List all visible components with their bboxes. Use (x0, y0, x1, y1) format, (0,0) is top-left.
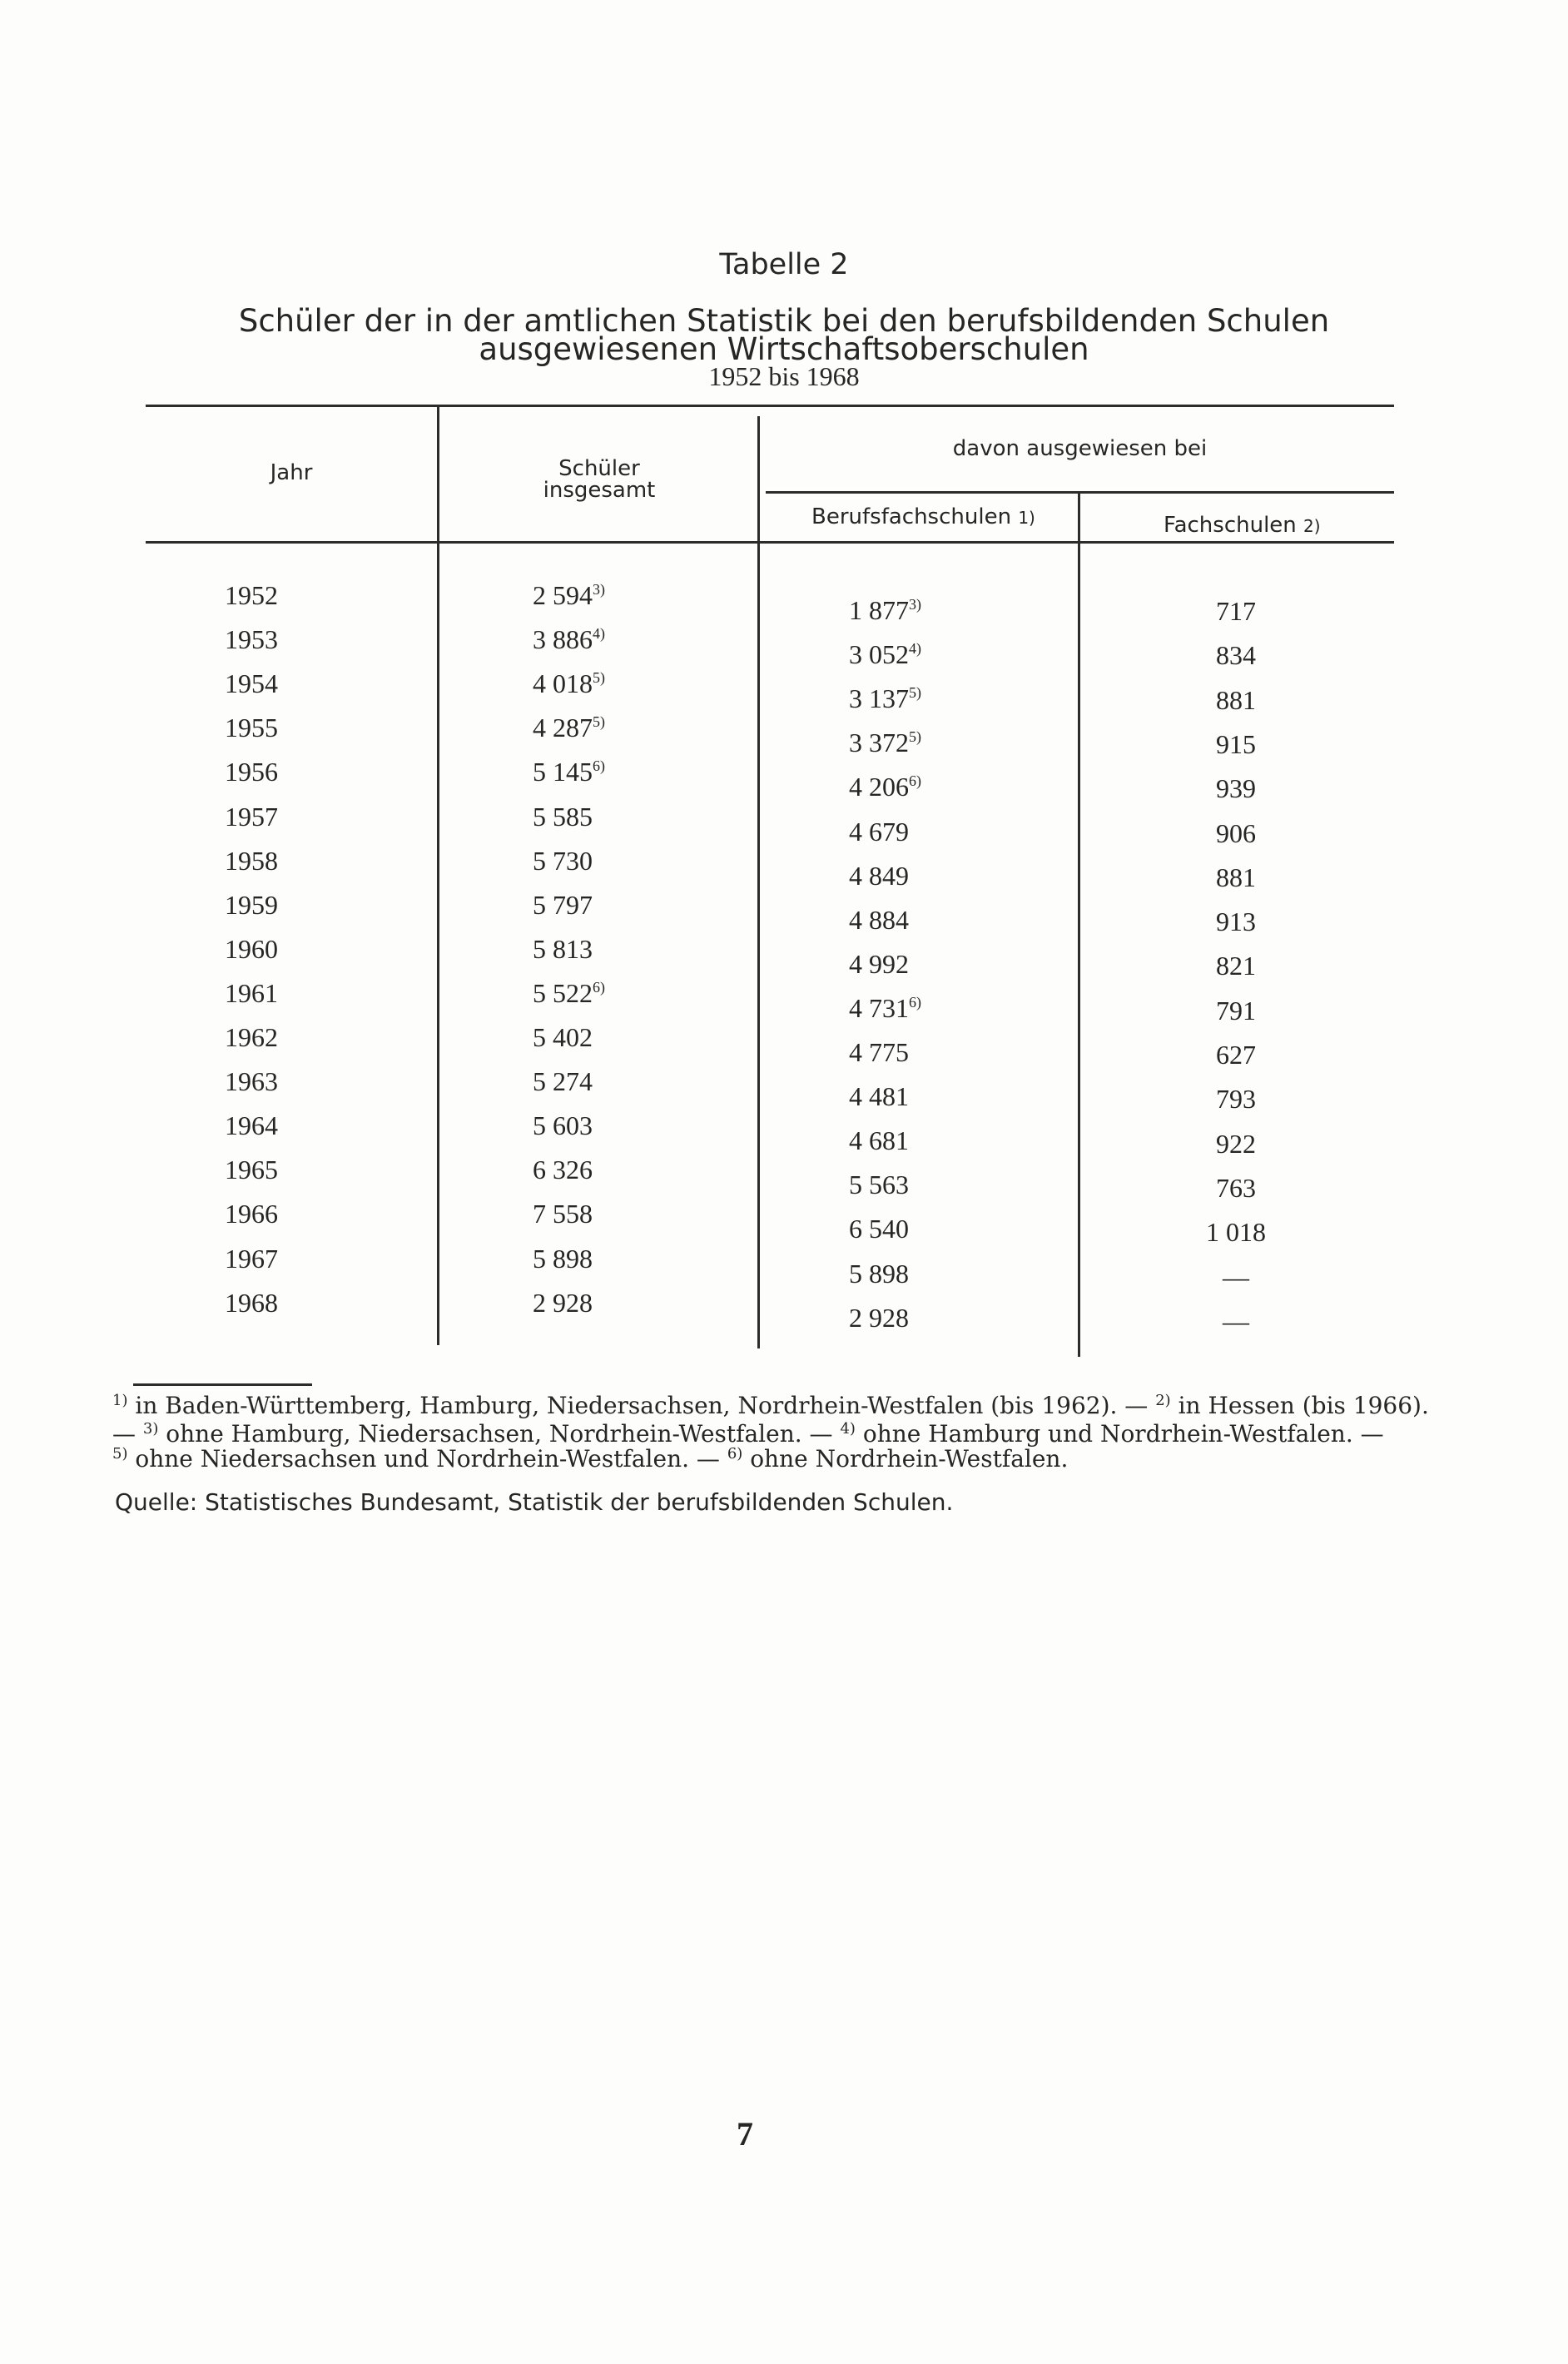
column-divider-2 (757, 416, 760, 1348)
cell-berufsfachschulen (849, 683, 1015, 714)
cell-total-note: 6) (593, 978, 605, 996)
cell-total (533, 1110, 699, 1141)
cell-total (533, 757, 699, 787)
cell-total-value: 5 797 (533, 889, 593, 920)
cell-fachschulen-value: 821 (1216, 951, 1256, 981)
cell-total (533, 668, 699, 699)
cell-year-value: 1968 (225, 1287, 278, 1318)
cell-total-note: 5) (593, 713, 605, 731)
cell-fachschulen (1174, 685, 1298, 716)
cell-total (533, 1022, 699, 1053)
cell-fachschulen-value: 834 (1216, 640, 1256, 671)
header-year: Jahr (270, 460, 313, 485)
footnote-text-2b: ohne Hamburg, Niedersachsen, Nordrhein-Westfalen. — (158, 1420, 841, 1448)
cell-berufsfachschulen-value: 4 849 (849, 860, 909, 891)
header-fach-label: Fachschulen (1164, 513, 1297, 538)
cell-fachschulen-value: 906 (1216, 817, 1256, 848)
footnote-mark-6: 6) (727, 1445, 743, 1463)
cell-berufsfachschulen-value: 4 681 (849, 1125, 909, 1156)
cell-total (533, 1066, 699, 1097)
cell-berufsfachschulen (849, 595, 1015, 626)
cell-total-value: 7 558 (533, 1199, 593, 1229)
cell-berufsfachschulen (849, 993, 1015, 1024)
cell-total (533, 713, 699, 743)
cell-fachschulen (1174, 951, 1298, 981)
footnote-text-1b: in Hessen (bis 1966). (1170, 1392, 1429, 1419)
cell-berufsfachschulen (849, 1125, 1015, 1156)
cell-year-value: 1955 (225, 713, 278, 743)
cell-total (533, 624, 699, 655)
cell-berufsfachschulen (849, 1081, 1015, 1112)
cell-berufsfachschulen-value: 6 540 (849, 1214, 909, 1244)
cell-total-value: 5 274 (533, 1066, 593, 1097)
cell-total-value: 4 018 (533, 668, 593, 699)
cell-year (225, 1066, 308, 1097)
cell-year (225, 1244, 308, 1274)
table-title-line-2: ausgewiesenen Wirtschaftsoberschulen (479, 331, 1089, 367)
cell-fachschulen (1174, 729, 1298, 760)
cell-total-note: 6) (593, 757, 605, 775)
column-divider-3 (1078, 491, 1080, 1357)
cell-total-value: 5 145 (533, 757, 593, 787)
table-title-years: 1952 bis 1968 (708, 361, 860, 391)
footnote-text-2a: — (112, 1420, 143, 1448)
cell-fachschulen-value: 939 (1216, 773, 1256, 804)
cell-year (225, 1155, 308, 1185)
footnote-mark-1: 1) (112, 1392, 128, 1409)
cell-year (225, 580, 308, 611)
cell-fachschulen (1174, 1084, 1298, 1115)
cell-total-value: 6 326 (533, 1155, 593, 1185)
cell-fachschulen (1174, 1306, 1298, 1337)
cell-fachschulen (1174, 996, 1298, 1026)
cell-year-value: 1961 (225, 977, 278, 1008)
cell-fachschulen (1174, 906, 1298, 937)
cell-year (225, 934, 308, 965)
cell-total (533, 934, 699, 965)
cell-total (533, 1288, 699, 1319)
footnote-line-1 (112, 1392, 1429, 1419)
cell-year-value: 1967 (225, 1243, 278, 1274)
cell-fachschulen-value: 881 (1216, 862, 1256, 892)
footnote-text-3b: ohne Nordrhein-Westfalen. (742, 1445, 1069, 1473)
cell-berufsfachschulen-value: 4 481 (849, 1081, 909, 1112)
cell-total (533, 846, 699, 877)
cell-fachschulen-value: 1 018 (1206, 1217, 1266, 1248)
cell-fachschulen (1174, 1129, 1298, 1160)
cell-total (533, 1199, 699, 1229)
header-fachschulen (1164, 513, 1321, 538)
cell-berufsfachschulen (849, 949, 1015, 980)
cell-fachschulen-value: — (1223, 1261, 1249, 1292)
cell-total-note: 3) (593, 581, 605, 598)
cell-fachschulen-value: 717 (1216, 596, 1256, 626)
cell-berufsfachschulen-value: 4 992 (849, 948, 909, 979)
cell-total-note: 4) (593, 625, 605, 643)
cell-berufsfachschulen (849, 772, 1015, 802)
cell-year (225, 1110, 308, 1141)
cell-berufsfachschulen-value: 4 206 (849, 772, 909, 802)
cell-berufsfachschulen-value: 4 679 (849, 816, 909, 847)
cell-year-value: 1965 (225, 1155, 278, 1185)
table-label: Tabelle 2 (719, 248, 849, 281)
cell-fachschulen-value: 913 (1216, 906, 1256, 937)
cell-year (225, 668, 308, 699)
cell-fachschulen (1174, 1262, 1298, 1293)
cell-year (225, 890, 308, 921)
cell-berufsfachschulen-value: 4 775 (849, 1037, 909, 1067)
cell-year (225, 978, 308, 1009)
cell-fachschulen-value: 793 (1216, 1084, 1256, 1115)
cell-berufsfachschulen (849, 817, 1015, 847)
cell-berufsfachschulen (849, 1037, 1015, 1068)
footnote-line-3 (112, 1445, 1068, 1473)
page-number: 7 (737, 2115, 753, 2153)
cell-total (533, 978, 699, 1009)
footnote-rule (133, 1383, 312, 1386)
cell-year (225, 1022, 308, 1053)
cell-berufsfachschulen-value: 1 877 (849, 595, 909, 625)
cell-berufsfachschulen-value: 2 928 (849, 1302, 909, 1333)
cell-berufsfachschulen (849, 861, 1015, 891)
cell-total-value: 3 886 (533, 624, 593, 655)
cell-berufsfachschulen-note: 6) (909, 772, 921, 790)
cell-berufsfachschulen (849, 1259, 1015, 1289)
cell-total-value: 5 402 (533, 1022, 593, 1052)
cell-year-value: 1956 (225, 757, 278, 787)
cell-year-value: 1954 (225, 668, 278, 699)
cell-year (225, 846, 308, 877)
cell-total (533, 890, 699, 921)
cell-berufsfachschulen (849, 639, 1015, 670)
cell-total-value: 5 813 (533, 933, 593, 964)
cell-fachschulen (1174, 862, 1298, 893)
cell-fachschulen (1174, 1040, 1298, 1070)
cell-fachschulen (1174, 1217, 1298, 1248)
cell-year-value: 1964 (225, 1110, 278, 1141)
cell-fachschulen (1174, 640, 1298, 671)
cell-berufsfachschulen (849, 1214, 1015, 1244)
footnote-mark-3: 3) (142, 1420, 159, 1438)
cell-year-value: 1963 (225, 1066, 278, 1097)
cell-fachschulen (1174, 818, 1298, 849)
cell-total-value: 4 287 (533, 713, 593, 743)
footnote-mark-4: 4) (840, 1420, 856, 1438)
cell-year-value: 1966 (225, 1199, 278, 1229)
cell-total (533, 1244, 699, 1274)
table-top-rule (146, 405, 1394, 407)
cell-fachschulen-value: 881 (1216, 684, 1256, 715)
header-berufs-note: 1) (1018, 508, 1035, 528)
header-berufsfachschulen (811, 504, 1035, 529)
cell-fachschulen (1174, 1173, 1298, 1204)
cell-year (225, 1288, 308, 1319)
cell-berufsfachschulen-note: 3) (909, 596, 921, 613)
cell-berufsfachschulen-note: 5) (909, 684, 921, 702)
cell-berufsfachschulen (849, 1170, 1015, 1200)
header-total-line-1: Schüler (558, 456, 640, 481)
cell-total (533, 580, 699, 611)
cell-berufsfachschulen-value: 5 898 (849, 1258, 909, 1289)
cell-berufsfachschulen-value: 3 372 (849, 728, 909, 758)
cell-year-value: 1960 (225, 933, 278, 964)
cell-fachschulen-value: — (1223, 1305, 1249, 1336)
footnote-line-2 (112, 1420, 1384, 1448)
cell-berufsfachschulen-value: 3 137 (849, 683, 909, 714)
cell-total-value: 5 522 (533, 977, 593, 1008)
cell-berufsfachschulen-value: 3 052 (849, 639, 909, 670)
cell-total-value: 5 603 (533, 1110, 593, 1141)
cell-berufsfachschulen-note: 6) (909, 993, 921, 1011)
cell-fachschulen-value: 915 (1216, 728, 1256, 759)
cell-year-value: 1952 (225, 580, 278, 610)
table-title-line-1: Schüler der in der amtlichen Statistik bei den berufsbildenden Schulen (238, 303, 1330, 339)
cell-year-value: 1962 (225, 1022, 278, 1052)
header-fach-note: 2) (1303, 516, 1321, 536)
cell-berufsfachschulen-value: 5 563 (849, 1170, 909, 1200)
footnote-mark-2: 2) (1155, 1392, 1171, 1409)
cell-total-note: 5) (593, 669, 605, 687)
header-total-line-2: insgesamt (543, 478, 656, 503)
cell-fachschulen-value: 627 (1216, 1040, 1256, 1070)
cell-berufsfachschulen-note: 4) (909, 640, 921, 658)
cell-berufsfachschulen (849, 728, 1015, 758)
table-header-bottom-rule (146, 541, 1394, 544)
column-divider-1 (437, 405, 439, 1345)
cell-total-value: 5 898 (533, 1243, 593, 1274)
cell-fachschulen (1174, 596, 1298, 627)
cell-year (225, 713, 308, 743)
cell-total-value: 2 928 (533, 1287, 593, 1318)
cell-berufsfachschulen (849, 1303, 1015, 1333)
footnote-mark-5: 5) (112, 1445, 128, 1463)
cell-total (533, 802, 699, 832)
cell-year-value: 1959 (225, 889, 278, 920)
header-berufs-label: Berufsfachschulen (811, 504, 1012, 529)
footnote-text-1a: in Baden-Württemberg, Hamburg, Niedersachsen, Nordrhein-Westfalen (bis 1962). — (127, 1392, 1156, 1419)
cell-total-value: 2 594 (533, 580, 593, 610)
cell-total (533, 1155, 699, 1185)
cell-berufsfachschulen-value: 4 884 (849, 904, 909, 935)
cell-year (225, 1199, 308, 1229)
source-note: Quelle: Statistisches Bundesamt, Statistik der berufsbildenden Schulen. (115, 1488, 954, 1516)
header-group: davon ausgewiesen bei (952, 436, 1208, 461)
cell-fachschulen-value: 791 (1216, 995, 1256, 1026)
cell-berufsfachschulen (849, 905, 1015, 936)
cell-year (225, 757, 308, 787)
footnote-text-2c: ohne Hamburg und Nordrhein-Westfalen. — (855, 1420, 1384, 1448)
cell-fachschulen-value: 922 (1216, 1128, 1256, 1159)
cell-year-value: 1958 (225, 845, 278, 876)
cell-year (225, 624, 308, 655)
cell-year (225, 802, 308, 832)
cell-year-value: 1957 (225, 801, 278, 832)
cell-fachschulen (1174, 773, 1298, 804)
cell-total-value: 5 730 (533, 845, 593, 876)
cell-total-value: 5 585 (533, 801, 593, 832)
cell-berufsfachschulen-note: 5) (909, 728, 921, 746)
cell-year-value: 1953 (225, 624, 278, 655)
footnote-text-3a: ohne Niedersachsen und Nordrhein-Westfalen. — (127, 1445, 727, 1473)
cell-fachschulen-value: 763 (1216, 1172, 1256, 1203)
cell-berufsfachschulen-value: 4 731 (849, 992, 909, 1023)
